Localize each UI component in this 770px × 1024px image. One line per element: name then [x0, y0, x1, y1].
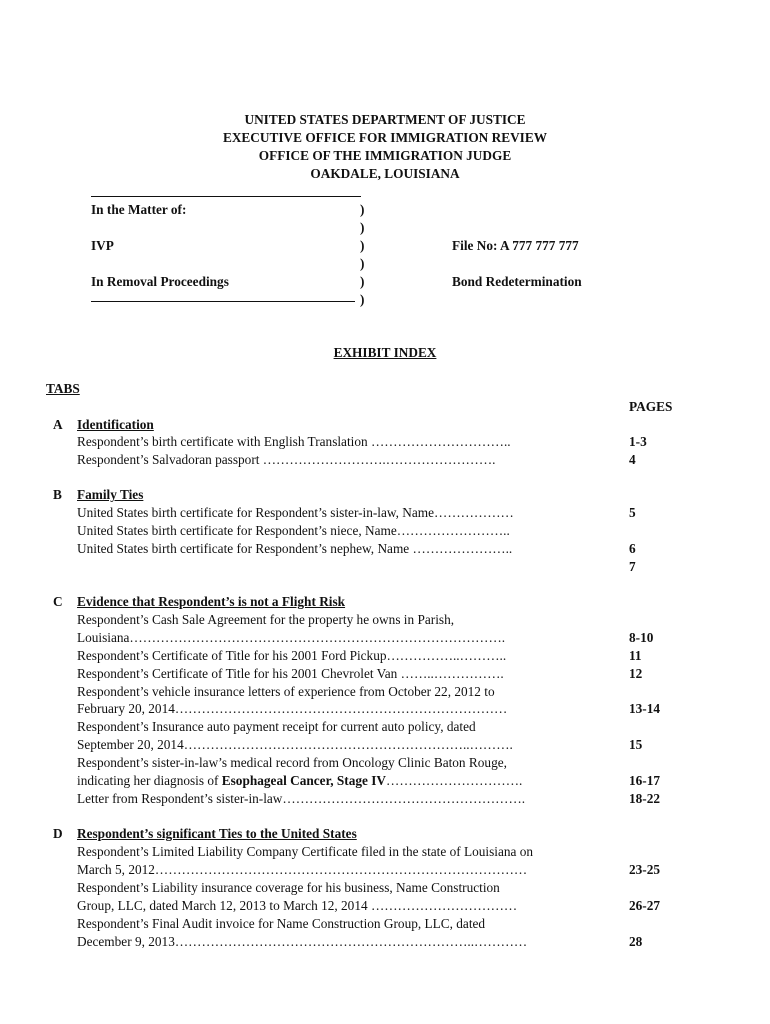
tabs-label: TABS [46, 381, 80, 396]
exhibit-line: Respondent’s Limited Liability Company Certificate filed in the state of Louisiana on [77, 844, 534, 859]
exhibit-line: Respondent’s Certificate of Title for his 2001 Chevrolet Van ……..……………. [77, 666, 504, 681]
exhibit-pages: 16-17 [629, 773, 661, 788]
caption-paren: ) [360, 220, 365, 235]
diagnosis-emphasis: Esophageal Cancer, Stage IV [221, 773, 387, 788]
exhibit-pages: 7 [629, 559, 636, 574]
exhibit-line [77, 772, 522, 790]
bond-redetermination: Bond Redetermination [452, 274, 582, 289]
exhibit-line-part: …………………………. [386, 773, 523, 788]
header-line-4: OAKDALE, LOUISIANA [310, 166, 460, 181]
section-heading: Respondent’s significant Ties to the United States [77, 826, 357, 841]
exhibit-line: Letter from Respondent’s sister-in-law………………………………………………. [77, 791, 526, 806]
exhibit-pages: 4 [629, 452, 636, 467]
caption-paren: ) [360, 256, 365, 271]
exhibit-line: Respondent’s Insurance auto payment receipt for current auto policy, dated [77, 719, 476, 734]
exhibit-line: Respondent’s Final Audit invoice for Name Construction Group, LLC, dated [77, 916, 486, 931]
exhibit-line: September 20, 2014………………………………………………………..………. [77, 737, 513, 752]
exhibit-line: Respondent’s birth certificate with English Translation ………………………….. [77, 434, 511, 449]
exhibit-index-title: EXHIBIT INDEX [333, 345, 437, 360]
exhibit-line: Respondent’s Cash Sale Agreement for the property he owns in Parish, [77, 612, 455, 627]
header-line-1: UNITED STATES DEPARTMENT OF JUSTICE [244, 112, 526, 127]
exhibit-pages: 18-22 [629, 791, 661, 806]
exhibit-pages: 8-10 [629, 630, 654, 645]
file-number: File No: A 777 777 777 [452, 238, 579, 253]
exhibit-pages: 12 [629, 666, 643, 681]
exhibit-line: United States birth certificate for Respondent’s nephew, Name ………………….. [77, 541, 513, 556]
caption-paren: ) [360, 202, 365, 217]
respondent-name: IVP [91, 238, 114, 253]
section-heading: Family Ties [77, 487, 144, 502]
proceedings-label: In Removal Proceedings [91, 274, 229, 289]
section-letter: B [53, 487, 62, 502]
caption-paren: ) [360, 274, 365, 289]
exhibit-pages: 5 [629, 505, 636, 520]
exhibit-line: March 5, 2012………………………………………………………………………… [77, 862, 528, 877]
exhibit-line: December 9, 2013…………………………………………………………..………… [77, 934, 528, 949]
section-letter: C [53, 594, 63, 609]
exhibit-line: Respondent’s vehicle insurance letters of experience from October 22, 2012 to [77, 684, 495, 699]
exhibit-line-part: indicating her diagnosis of [77, 773, 222, 788]
header-line-3: OFFICE OF THE IMMIGRATION JUDGE [258, 148, 512, 163]
exhibit-pages: 13-14 [629, 701, 661, 716]
caption-bottom-rule [91, 301, 355, 302]
exhibit-line: Group, LLC, dated March 12, 2013 to March 12, 2014 …………………………… [77, 898, 518, 913]
caption-paren: ) [360, 292, 365, 307]
exhibit-line: United States birth certificate for Respondent’s niece, Name…………………….. [77, 523, 510, 538]
section-letter: A [53, 417, 63, 432]
caption-paren: ) [360, 238, 365, 253]
exhibit-line: Respondent’s Salvadoran passport ……………………….……………………. [77, 452, 496, 467]
exhibit-pages: 1-3 [629, 434, 647, 449]
matter-label: In the Matter of: [91, 202, 187, 217]
exhibit-pages: 11 [629, 648, 642, 663]
exhibit-line: Respondent’s sister-in-law’s medical record from Oncology Clinic Baton Rouge, [77, 755, 507, 770]
header-line-2: EXECUTIVE OFFICE FOR IMMIGRATION REVIEW [222, 130, 548, 145]
exhibit-line: February 20, 2014………………………………………………………………… [77, 701, 508, 716]
exhibit-pages: 6 [629, 541, 636, 556]
pages-label: PAGES [629, 399, 673, 414]
section-heading: Identification [77, 417, 154, 432]
exhibit-line: Respondent’s Certificate of Title for his 2001 Ford Pickup……………..……….. [77, 648, 507, 663]
exhibit-pages: 26-27 [629, 898, 661, 913]
exhibit-pages: 28 [629, 934, 643, 949]
caption-top-rule [91, 196, 361, 197]
exhibit-pages: 15 [629, 737, 643, 752]
exhibit-line: Respondent’s Liability insurance coverage for his business, Name Construction [77, 880, 500, 895]
exhibit-line: United States birth certificate for Respondent’s sister-in-law, Name……………… [77, 505, 514, 520]
section-heading: Evidence that Respondent’s is not a Flight Risk [77, 594, 346, 609]
exhibit-line: Louisiana…………………………………………………………………………. [77, 630, 506, 645]
section-letter: D [53, 826, 63, 841]
exhibit-pages: 23-25 [629, 862, 661, 877]
